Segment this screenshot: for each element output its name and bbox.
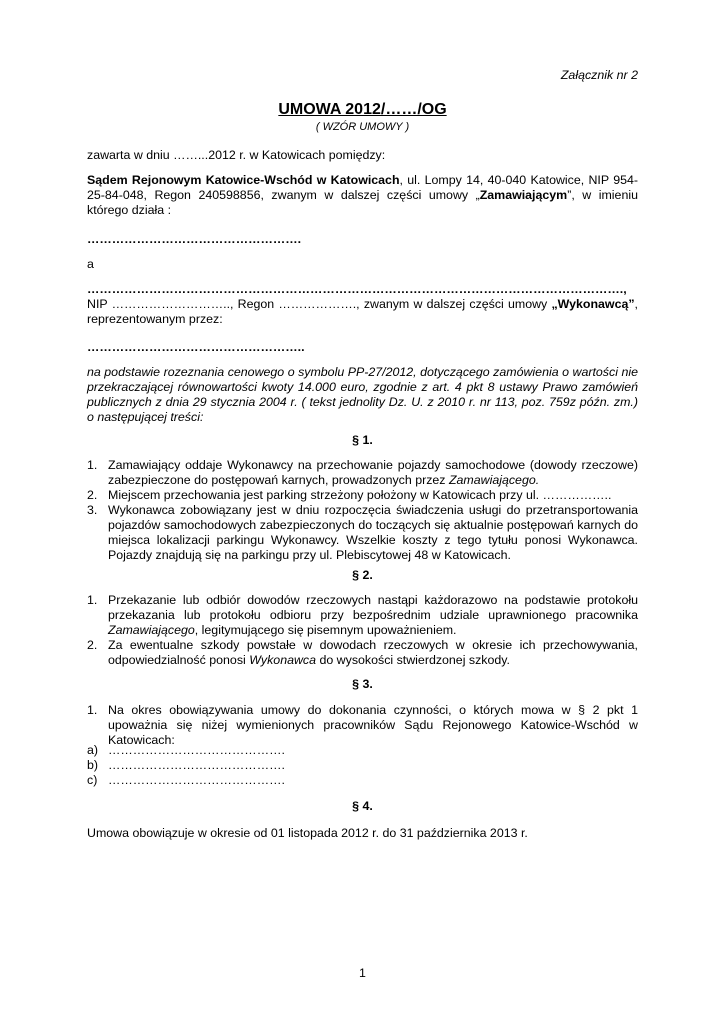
section-2-list <box>87 593 638 668</box>
contract-title: UMOWA 2012/……/OG <box>278 101 447 118</box>
list-item <box>87 488 638 503</box>
item-text-after: , legitymującego się pisemnym upoważnieniem. <box>194 623 457 637</box>
item-letter: a) <box>87 743 99 757</box>
party1-details: , ul. Lompy 14, 40-040 Katowice, NIP 954-25-84-048, Regon 240598856, zwanym w dalszej części umowy „ <box>87 173 638 202</box>
basis-paragraph: na podstawie rozeznania cenowego o symbolu PP-27/2012, dotyczącego zamówienia o wartości nie przekraczającej równowartości kwoty 14.000 euro, zgodnie z art. 4 pkt 8 ustawy Prawo zamówień publicznych z dnia 29 stycznia 2004 r. ( tekst jednolity Dz. U. z 2010 r. nr 113, poz. 759z późn. zm.) o następującej treści: <box>87 365 638 424</box>
list-item <box>87 593 638 638</box>
party1-signatory: ……………………………………………. <box>87 232 302 246</box>
item-number: 1. <box>87 593 98 607</box>
list-item <box>87 773 638 788</box>
document-page <box>87 0 638 1024</box>
section-3-employee-list <box>87 743 638 788</box>
party2-represented: reprezentowanym przez: <box>87 312 223 326</box>
item-text: Przekazanie lub odbiór dowodów rzeczowych nastąpi każdorazowo na podstawie protokołu przekazania lub protokołu odbioru przy bezpośrednim udziale uprawnionego pracownika <box>108 593 638 622</box>
item-text: Zamawiający oddaje Wykonawcy na przechowanie pojazdy samochodowe (dowody rzeczowe) zabezpieczone do postępowań karnych, prowadzonych przez <box>108 458 638 487</box>
party1-after: ”, w imieniu którego działa : <box>87 188 638 217</box>
item-emphasis: Zamawiającego <box>108 623 195 637</box>
attachment-label: Załącznik nr 2 <box>560 68 638 82</box>
list-item <box>87 758 638 773</box>
item-emphasis: Zamawiającego. <box>448 473 540 487</box>
intro-line: zawarta w dniu ……...2012 r. w Katowicach pomiędzy: <box>87 148 386 162</box>
party2-nip-regon-text: NIP ……………………….., Regon ………………., zwanym w dalszej części umowy <box>87 297 552 311</box>
section-1-heading: § 1. <box>352 433 373 447</box>
and-word: a <box>87 257 94 271</box>
party1-name: Sądem Rejonowym Katowice-Wschód w Katowicach <box>87 173 400 187</box>
list-item <box>87 458 638 488</box>
list-item <box>87 743 638 758</box>
item-number: 2. <box>87 638 98 652</box>
employee-blank: ……………………………………. <box>108 758 285 772</box>
item-number: 1. <box>87 703 98 717</box>
party2-comma: , <box>634 297 638 311</box>
item-text: Na okres obowiązywania umowy do dokonania czynności, o których mowa w § 2 pkt 1 upoważnia się niżej wymienionych pracowników Sądu Rejonowego Katowice-Wschód w Katowicach: <box>108 703 638 747</box>
item-text: Miejscem przechowania jest parking strzeżony położony w Katowicach przy ul. …………….. <box>108 488 612 502</box>
item-text: Za ewentualne szkody powstałe w dowodach rzeczowych w okresie ich przechowywania, odpowiedzialność ponosi <box>108 638 638 667</box>
section-3-heading: § 3. <box>352 677 373 691</box>
contract-subtitle: ( WZÓR UMOWY ) <box>315 121 410 133</box>
page-number: 1 <box>359 966 366 980</box>
item-number: 1. <box>87 458 98 472</box>
item-letter: c) <box>87 773 98 787</box>
party2-signatory: …………………………………………….. <box>87 340 305 354</box>
list-item <box>87 503 638 563</box>
item-number: 3. <box>87 503 98 517</box>
party2-role: „Wykonawcą” <box>551 297 635 311</box>
section-4-heading: § 4. <box>352 799 373 813</box>
item-text: Wykonawca zobowiązany jest w dniu rozpoczęcia świadczenia usługi do przetransportowania pojazdów samochodowych zabezpieczonych do toczących się aktualnie postępowań karnych do miejsca lokalizacji parkingu Wykonawcy. Wszelkie koszty z tego tytułu ponosi Wykonawca. Pojazdy znajdują się na parkingu przy ul. Plebiscytowej 48 w Katowicach. <box>108 503 638 562</box>
party2-line: …………………………………………………………………………………………………………………., <box>87 282 627 296</box>
list-item <box>87 638 638 668</box>
item-number: 2. <box>87 488 98 502</box>
item-letter: b) <box>87 758 99 772</box>
section-1-list <box>87 458 638 563</box>
party1-paragraph <box>87 173 638 218</box>
section-2-heading: § 2. <box>352 568 373 582</box>
party2-nip-regon <box>87 297 638 312</box>
item-emphasis: Wykonawca <box>249 653 317 667</box>
employee-blank: ……………………………………. <box>108 773 285 787</box>
employee-blank: ……………………………………. <box>108 743 285 757</box>
party1-role: Zamawiającym <box>479 188 568 202</box>
section-3-list <box>87 703 638 748</box>
item-text-after: do wysokości stwierdzonej szkody. <box>316 653 510 667</box>
section-4-text: Umowa obowiązuje w okresie od 01 listopada 2012 r. do 31 października 2013 r. <box>87 826 528 840</box>
list-item <box>87 703 638 748</box>
